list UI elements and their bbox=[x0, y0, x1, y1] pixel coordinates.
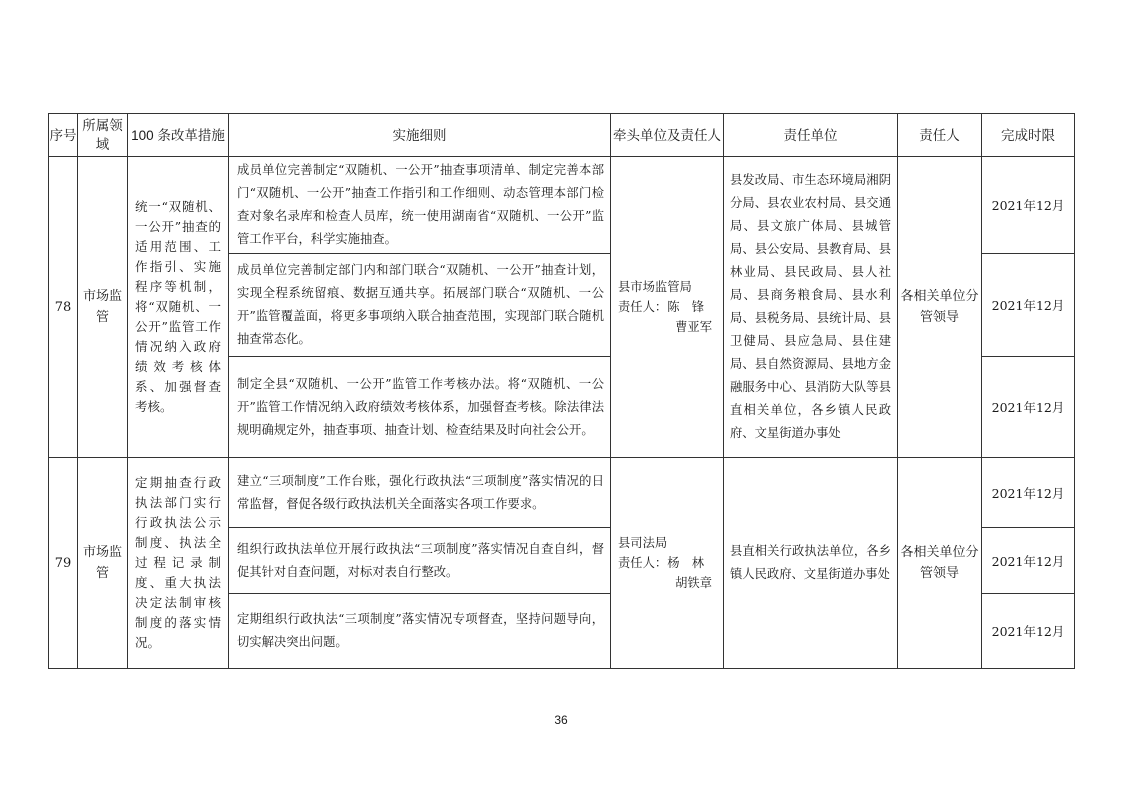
lead-unit: 县司法局 bbox=[618, 536, 668, 550]
header-deadline: 完成时限 bbox=[982, 114, 1075, 157]
lead-person-2: 胡铁章 bbox=[675, 576, 712, 590]
header-field: 所属领域 bbox=[78, 114, 128, 157]
row-field: 市场监管 bbox=[78, 458, 128, 669]
table-row bbox=[49, 458, 1075, 528]
row-deadline: 2021年12月 bbox=[982, 357, 1075, 458]
row-detail: 定期组织行政执法“三项制度”落实情况专项督查，坚持问题导向，切实解决突出问题。 bbox=[229, 594, 611, 669]
lead-person: 责任人：陈 锋 bbox=[618, 300, 705, 314]
table-row bbox=[49, 157, 1075, 254]
header-seq: 序号 bbox=[49, 114, 78, 157]
row-detail: 成员单位完善制定“双随机、一公开”抽查事项清单、制定完善本部门“双随机、一公开”抽查工作指引和工作细则、动态管理本部门检查对象名录库和检查人员库，统一使用湖南省“双随机、一公开”监管工作平台，科学实施抽查。 bbox=[229, 157, 611, 254]
row-deadline: 2021年12月 bbox=[982, 594, 1075, 669]
row-lead bbox=[611, 458, 724, 669]
lead-person-2: 曹亚军 bbox=[675, 320, 712, 334]
row-field: 市场监管 bbox=[78, 157, 128, 458]
header-row bbox=[49, 114, 1075, 157]
header-units: 责任单位 bbox=[724, 114, 898, 157]
row-detail: 成员单位完善制定部门内和部门联合“双随机、一公开”抽查计划，实现全程系统留痕、数据互通共享。拓展部门联合“双随机、一公开”监管覆盖面，将更多事项纳入联合抽查范围，实现部门联合随机抽查常态化。 bbox=[229, 254, 611, 357]
reform-measures-table bbox=[48, 113, 1075, 669]
row-seq: 79 bbox=[49, 458, 78, 669]
row-deadline: 2021年12月 bbox=[982, 157, 1075, 254]
header-measures: 100 条改革措施 bbox=[128, 114, 229, 157]
lead-unit: 县市场监管局 bbox=[618, 280, 692, 294]
row-deadline: 2021年12月 bbox=[982, 528, 1075, 594]
row-measure: 统一“双随机、一公开”抽查的适用范围、工作指引、实施程序等机制，将“双随机、一公开”监管工作情况纳入政府绩效考核体系、加强督查考核。 bbox=[128, 157, 229, 458]
lead-person: 责任人：杨 林 bbox=[618, 556, 705, 570]
header-details: 实施细则 bbox=[229, 114, 611, 157]
row-measure: 定期抽查行政执法部门实行行政执法公示制度、执法全过程记录制度、重大执法决定法制审核制度的落实情况。 bbox=[128, 458, 229, 669]
row-deadline: 2021年12月 bbox=[982, 458, 1075, 528]
header-person: 责任人 bbox=[898, 114, 982, 157]
row-detail: 组织行政执法单位开展行政执法“三项制度”落实情况自查自纠，督促其针对自查问题，对标对表自行整改。 bbox=[229, 528, 611, 594]
row-person: 各相关单位分管领导 bbox=[898, 458, 982, 669]
row-detail: 制定全县“双随机、一公开”监管工作考核办法。将“双随机、一公开”监管工作情况纳入政府绩效考核体系，加强督查考核。除法律法规明确规定外，抽查事项、抽查计划、检查结果及时向社会公开。 bbox=[229, 357, 611, 458]
row-person: 各相关单位分管领导 bbox=[898, 157, 982, 458]
row-units: 县发改局、市生态环境局湘阴分局、县农业农村局、县交通局、县文旅广体局、县城管局、县公安局、县教育局、县林业局、县民政局、县人社局、县商务粮食局、县水利局、县税务局、县统计局、县卫健局、县应急局、县住建局、县自然资源局、县地方金融服务中心、县消防大队等县直相关单位，各乡镇人民政府、文星街道办事处 bbox=[724, 157, 898, 458]
row-lead bbox=[611, 157, 724, 458]
row-seq: 78 bbox=[49, 157, 78, 458]
header-lead: 牵头单位及责任人 bbox=[611, 114, 724, 157]
row-detail: 建立“三项制度”工作台账，强化行政执法“三项制度”落实情况的日常监督，督促各级行政执法机关全面落实各项工作要求。 bbox=[229, 458, 611, 528]
row-deadline: 2021年12月 bbox=[982, 254, 1075, 357]
page-number: 36 bbox=[554, 713, 568, 727]
row-units: 县直相关行政执法单位，各乡镇人民政府、文星街道办事处 bbox=[724, 458, 898, 669]
